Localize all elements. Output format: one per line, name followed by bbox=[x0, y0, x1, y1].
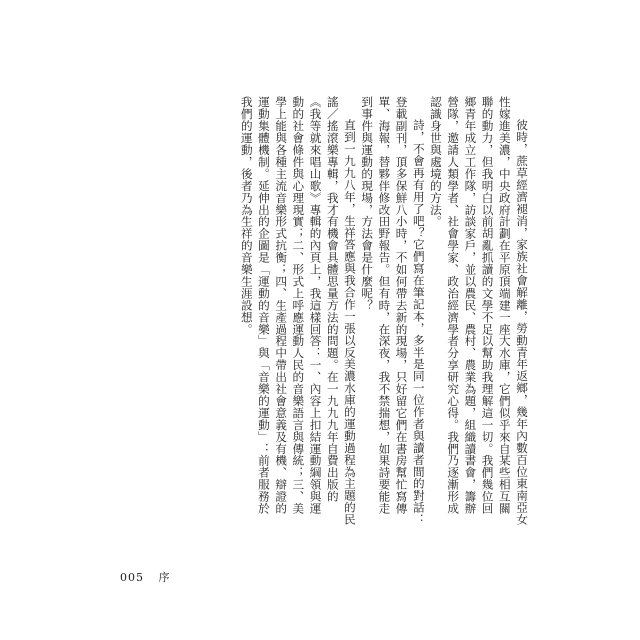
body-text bbox=[238, 96, 530, 526]
paragraph: 直到一九九八年，生祥答應與我合作一張以反美濃水庫的運動過程為主題的民謠／搖滾樂專輯，我才有機會具體思量方法的問題。在一九九九年自費出版的《我等就來唱山歌》專輯的內頁上，我這樣回答：一、內容上扣結運動綱領與運動的社會條件與心理現實；二、形式上呼應運動人民的音樂語言與傳統；三、美學上能與各種主流音樂形式抗衡；四、生產過程中帶出社會意義及有機、辯證的運動集體機制。延伸出的企圖是「運動的音樂」與「音樂的運動」：前者服務於我們的運動，後者乃為生祥的音樂生涯設想。 bbox=[239, 96, 357, 526]
paragraph: 詩，不會再有用了吧？它們寫在筆記本，多半是同一位作者與讀者間的對話：登載副刊，頂多保鮮八小時，不如何帶去新的現場，只好留它們在書房幫忙寫傳單、海報，替夥伴修改田野報告。但有時，在深夜，我不禁揣想，如果詩要能走到事件與運動的現場，方法會是什麼呢？ bbox=[360, 96, 426, 526]
section-title: 序 bbox=[158, 571, 171, 584]
page-number: 005 bbox=[120, 571, 144, 584]
paragraph: 彼時，蔗草經濟褪消，家族社會解離，勞動青年返鄉，幾年內數百位東南亞女性嫁進美濃，中央政府計劃在平原頂端建一座大水庫，它們似乎來自某些相互關聯的動力，但我明白以前胡亂抓讀的文學不足以幫助我理解這一切。我們幾位回鄉青年成立工作隊，訪談家戶，並以農民、農村、農業為題，組織讀書會，籌辦營隊，邀請人類學者、社會學家、政治經濟學者分享研究心得。我們乃逐漸形成認識身世與處境的方法。 bbox=[428, 96, 529, 526]
page-footer bbox=[120, 569, 171, 585]
